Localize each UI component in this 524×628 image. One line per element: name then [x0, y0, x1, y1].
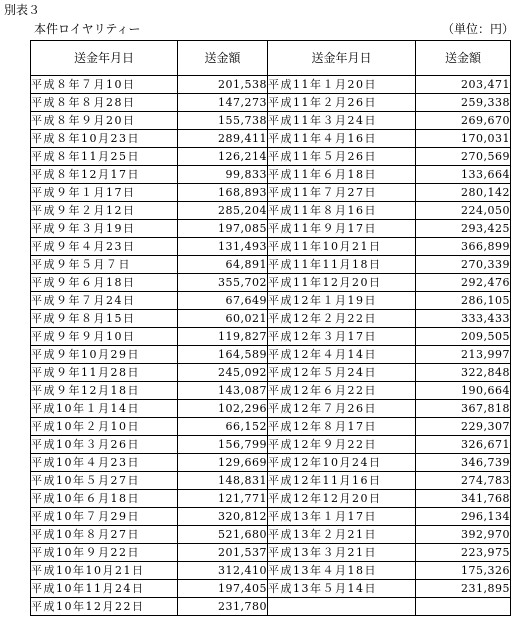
remit-amount-cell-right: 270,569: [416, 148, 511, 166]
remit-date-cell-right: 平成11年１月20日: [268, 76, 416, 94]
remit-date-cell-right: 平成11年12月20日: [268, 274, 416, 292]
table-row: [31, 202, 511, 220]
table-row: [31, 166, 511, 184]
remit-date-cell-right: 平成12年12月20日: [268, 490, 416, 508]
remit-amount-cell-left: 67,649: [178, 292, 268, 310]
remit-amount-cell-left: 355,702: [178, 274, 268, 292]
table-body: [31, 76, 511, 616]
remit-date-cell-left: 平成10年４月23日: [31, 454, 178, 472]
remit-date-cell-left: 平成８年９月20日: [31, 112, 178, 130]
remit-date-cell-right: 平成11年３月24日: [268, 112, 416, 130]
remit-amount-cell-left: 201,538: [178, 76, 268, 94]
table-row: [31, 472, 511, 490]
table-row: [31, 220, 511, 238]
remit-amount-cell-left: 129,669: [178, 454, 268, 472]
remit-date-cell-right: 平成11年５月26日: [268, 148, 416, 166]
table-row: [31, 436, 511, 454]
remit-amount-cell-left: 64,891: [178, 256, 268, 274]
table-row: [31, 400, 511, 418]
remit-amount-cell-left: 148,831: [178, 472, 268, 490]
remit-amount-cell-right: 322,848: [416, 364, 511, 382]
remit-amount-cell-left: 156,799: [178, 436, 268, 454]
header-amount-right: 送金額: [416, 41, 511, 76]
table-row: [31, 238, 511, 256]
remit-amount-cell-right: 341,768: [416, 490, 511, 508]
remit-date-cell-right: 平成11年９月17日: [268, 220, 416, 238]
remit-amount-cell-right: 286,105: [416, 292, 511, 310]
table-row: [31, 544, 511, 562]
remit-date-cell-right: 平成12年11月16日: [268, 472, 416, 490]
table-row: [31, 94, 511, 112]
table-row: [31, 184, 511, 202]
remit-date-cell-right: 平成11年６月18日: [268, 166, 416, 184]
royalty-table: [30, 40, 511, 616]
remit-date-cell-left: 平成８年８月28日: [31, 94, 178, 112]
table-row: [31, 562, 511, 580]
remit-amount-cell-left: 231,780: [178, 598, 268, 616]
remit-date-cell-left: 平成９年７月24日: [31, 292, 178, 310]
attachment-label: 別表３: [4, 3, 41, 17]
remit-date-cell-left: 平成９年６月18日: [31, 274, 178, 292]
remit-date-cell-left: 平成９年１月17日: [31, 184, 178, 202]
remit-amount-cell-left: 312,410: [178, 562, 268, 580]
remit-date-cell-left: 平成10年12月22日: [31, 598, 178, 616]
remit-date-cell-right: 平成11年８月16日: [268, 202, 416, 220]
remit-date-cell-right: 平成12年５月24日: [268, 364, 416, 382]
remit-date-cell-left: 平成10年10月21日: [31, 562, 178, 580]
remit-amount-cell-right: 231,895: [416, 580, 511, 598]
remit-date-cell-left: 平成９年２月12日: [31, 202, 178, 220]
remit-amount-cell-left: 102,296: [178, 400, 268, 418]
remit-amount-cell-left: 66,152: [178, 418, 268, 436]
remit-date-cell-left: 平成９年８月15日: [31, 310, 178, 328]
table-row: [31, 526, 511, 544]
remit-amount-cell-right: 293,425: [416, 220, 511, 238]
table-row: [31, 346, 511, 364]
remit-amount-cell-right: 274,783: [416, 472, 511, 490]
remit-date-cell-right: 平成13年３月21日: [268, 544, 416, 562]
remit-amount-cell-right: 280,142: [416, 184, 511, 202]
remit-amount-cell-left: 245,092: [178, 364, 268, 382]
table-title: 本件ロイヤリティー: [34, 22, 141, 36]
remit-date-cell-right: 平成11年２月26日: [268, 94, 416, 112]
table-row: [31, 274, 511, 292]
remit-date-cell-left: 平成９年５月７日: [31, 256, 178, 274]
remit-date-cell-left: 平成９年10月29日: [31, 346, 178, 364]
remit-date-cell-right: 平成12年９月22日: [268, 436, 416, 454]
remit-date-cell-right: 平成13年１月17日: [268, 508, 416, 526]
remit-date-cell-left: 平成８年７月10日: [31, 76, 178, 94]
empty-cell: [268, 598, 416, 616]
table-row: [31, 418, 511, 436]
remit-date-cell-left: 平成10年７月29日: [31, 508, 178, 526]
remit-date-cell-right: 平成12年８月17日: [268, 418, 416, 436]
remit-amount-cell-right: 229,307: [416, 418, 511, 436]
remit-amount-cell-right: 203,471: [416, 76, 511, 94]
remit-date-cell-right: 平成13年５月14日: [268, 580, 416, 598]
remit-date-cell-left: 平成10年５月27日: [31, 472, 178, 490]
remit-amount-cell-right: 367,818: [416, 400, 511, 418]
remit-amount-cell-right: 223,975: [416, 544, 511, 562]
remit-amount-cell-right: 346,739: [416, 454, 511, 472]
remit-amount-cell-left: 164,589: [178, 346, 268, 364]
table-row: [31, 76, 511, 94]
remit-date-cell-right: 平成12年２月22日: [268, 310, 416, 328]
unit-label: （単位：円）: [441, 22, 514, 36]
remit-amount-cell-left: 131,493: [178, 238, 268, 256]
remit-amount-cell-right: 366,899: [416, 238, 511, 256]
remit-date-cell-right: 平成12年４月14日: [268, 346, 416, 364]
remit-date-cell-left: 平成９年３月19日: [31, 220, 178, 238]
remit-date-cell-right: 平成12年３月17日: [268, 328, 416, 346]
remit-amount-cell-right: 392,970: [416, 526, 511, 544]
table-row: [31, 580, 511, 598]
remit-date-cell-left: 平成10年２月10日: [31, 418, 178, 436]
remit-amount-cell-right: 269,670: [416, 112, 511, 130]
remit-date-cell-right: 平成13年２月21日: [268, 526, 416, 544]
remit-date-cell-left: 平成10年１月14日: [31, 400, 178, 418]
remit-amount-cell-left: 147,273: [178, 94, 268, 112]
remit-date-cell-left: 平成10年３月26日: [31, 436, 178, 454]
table-row: [31, 148, 511, 166]
table-row: [31, 490, 511, 508]
remit-date-cell-left: 平成９年11月28日: [31, 364, 178, 382]
remit-amount-cell-left: 320,812: [178, 508, 268, 526]
remit-date-cell-right: 平成11年10月21日: [268, 238, 416, 256]
remit-amount-cell-right: 259,338: [416, 94, 511, 112]
remit-date-cell-right: 平成11年11月18日: [268, 256, 416, 274]
remit-amount-cell-right: 326,671: [416, 436, 511, 454]
table-row: [31, 364, 511, 382]
remit-amount-cell-right: 213,997: [416, 346, 511, 364]
remit-amount-cell-left: 521,680: [178, 526, 268, 544]
table-row: [31, 508, 511, 526]
header-row: [31, 41, 511, 76]
remit-amount-cell-left: 121,771: [178, 490, 268, 508]
table-row: [31, 328, 511, 346]
remit-date-cell-right: 平成11年７月27日: [268, 184, 416, 202]
remit-amount-cell-left: 285,204: [178, 202, 268, 220]
header-amount-left: 送金額: [178, 41, 268, 76]
table-row: [31, 310, 511, 328]
remit-date-cell-left: 平成９年12月18日: [31, 382, 178, 400]
header-date-left: 送金年月日: [31, 41, 178, 76]
remit-amount-cell-left: 99,833: [178, 166, 268, 184]
remit-date-cell-left: 平成９年４月23日: [31, 238, 178, 256]
remit-date-cell-right: 平成12年７月26日: [268, 400, 416, 418]
remit-amount-cell-right: 133,664: [416, 166, 511, 184]
remit-date-cell-left: 平成10年９月22日: [31, 544, 178, 562]
remit-amount-cell-right: 333,433: [416, 310, 511, 328]
remit-date-cell-left: 平成９年９月10日: [31, 328, 178, 346]
table-row: [31, 382, 511, 400]
header-date-right: 送金年月日: [268, 41, 416, 76]
remit-amount-cell-left: 197,405: [178, 580, 268, 598]
table-row: [31, 454, 511, 472]
table-header: [31, 41, 511, 76]
remit-date-cell-right: 平成13年４月18日: [268, 562, 416, 580]
remit-amount-cell-left: 289,411: [178, 130, 268, 148]
remit-amount-cell-left: 201,537: [178, 544, 268, 562]
remit-date-cell-left: 平成８年10月23日: [31, 130, 178, 148]
remit-amount-cell-right: 170,031: [416, 130, 511, 148]
table-row: [31, 598, 511, 616]
remit-amount-cell-left: 143,087: [178, 382, 268, 400]
table-row: [31, 292, 511, 310]
remit-date-cell-right: 平成12年６月22日: [268, 382, 416, 400]
remit-amount-cell-left: 126,214: [178, 148, 268, 166]
remit-amount-cell-right: 270,339: [416, 256, 511, 274]
empty-cell: [416, 598, 511, 616]
remit-date-cell-right: 平成11年４月16日: [268, 130, 416, 148]
remit-amount-cell-left: 60,021: [178, 310, 268, 328]
table-row: [31, 256, 511, 274]
remit-date-cell-left: 平成８年12月17日: [31, 166, 178, 184]
table-row: [31, 112, 511, 130]
remit-amount-cell-right: 175,326: [416, 562, 511, 580]
remit-date-cell-left: 平成10年６月18日: [31, 490, 178, 508]
remit-amount-cell-right: 292,476: [416, 274, 511, 292]
remit-amount-cell-right: 190,664: [416, 382, 511, 400]
table-row: [31, 130, 511, 148]
remit-amount-cell-left: 197,085: [178, 220, 268, 238]
remit-date-cell-left: 平成８年11月25日: [31, 148, 178, 166]
remit-amount-cell-right: 296,134: [416, 508, 511, 526]
remit-date-cell-left: 平成10年８月27日: [31, 526, 178, 544]
remit-date-cell-right: 平成12年１月19日: [268, 292, 416, 310]
remit-date-cell-right: 平成12年10月24日: [268, 454, 416, 472]
remit-date-cell-left: 平成10年11月24日: [31, 580, 178, 598]
remit-amount-cell-left: 119,827: [178, 328, 268, 346]
remit-amount-cell-right: 224,050: [416, 202, 511, 220]
remit-amount-cell-right: 209,505: [416, 328, 511, 346]
remit-amount-cell-left: 155,738: [178, 112, 268, 130]
remit-amount-cell-left: 168,893: [178, 184, 268, 202]
